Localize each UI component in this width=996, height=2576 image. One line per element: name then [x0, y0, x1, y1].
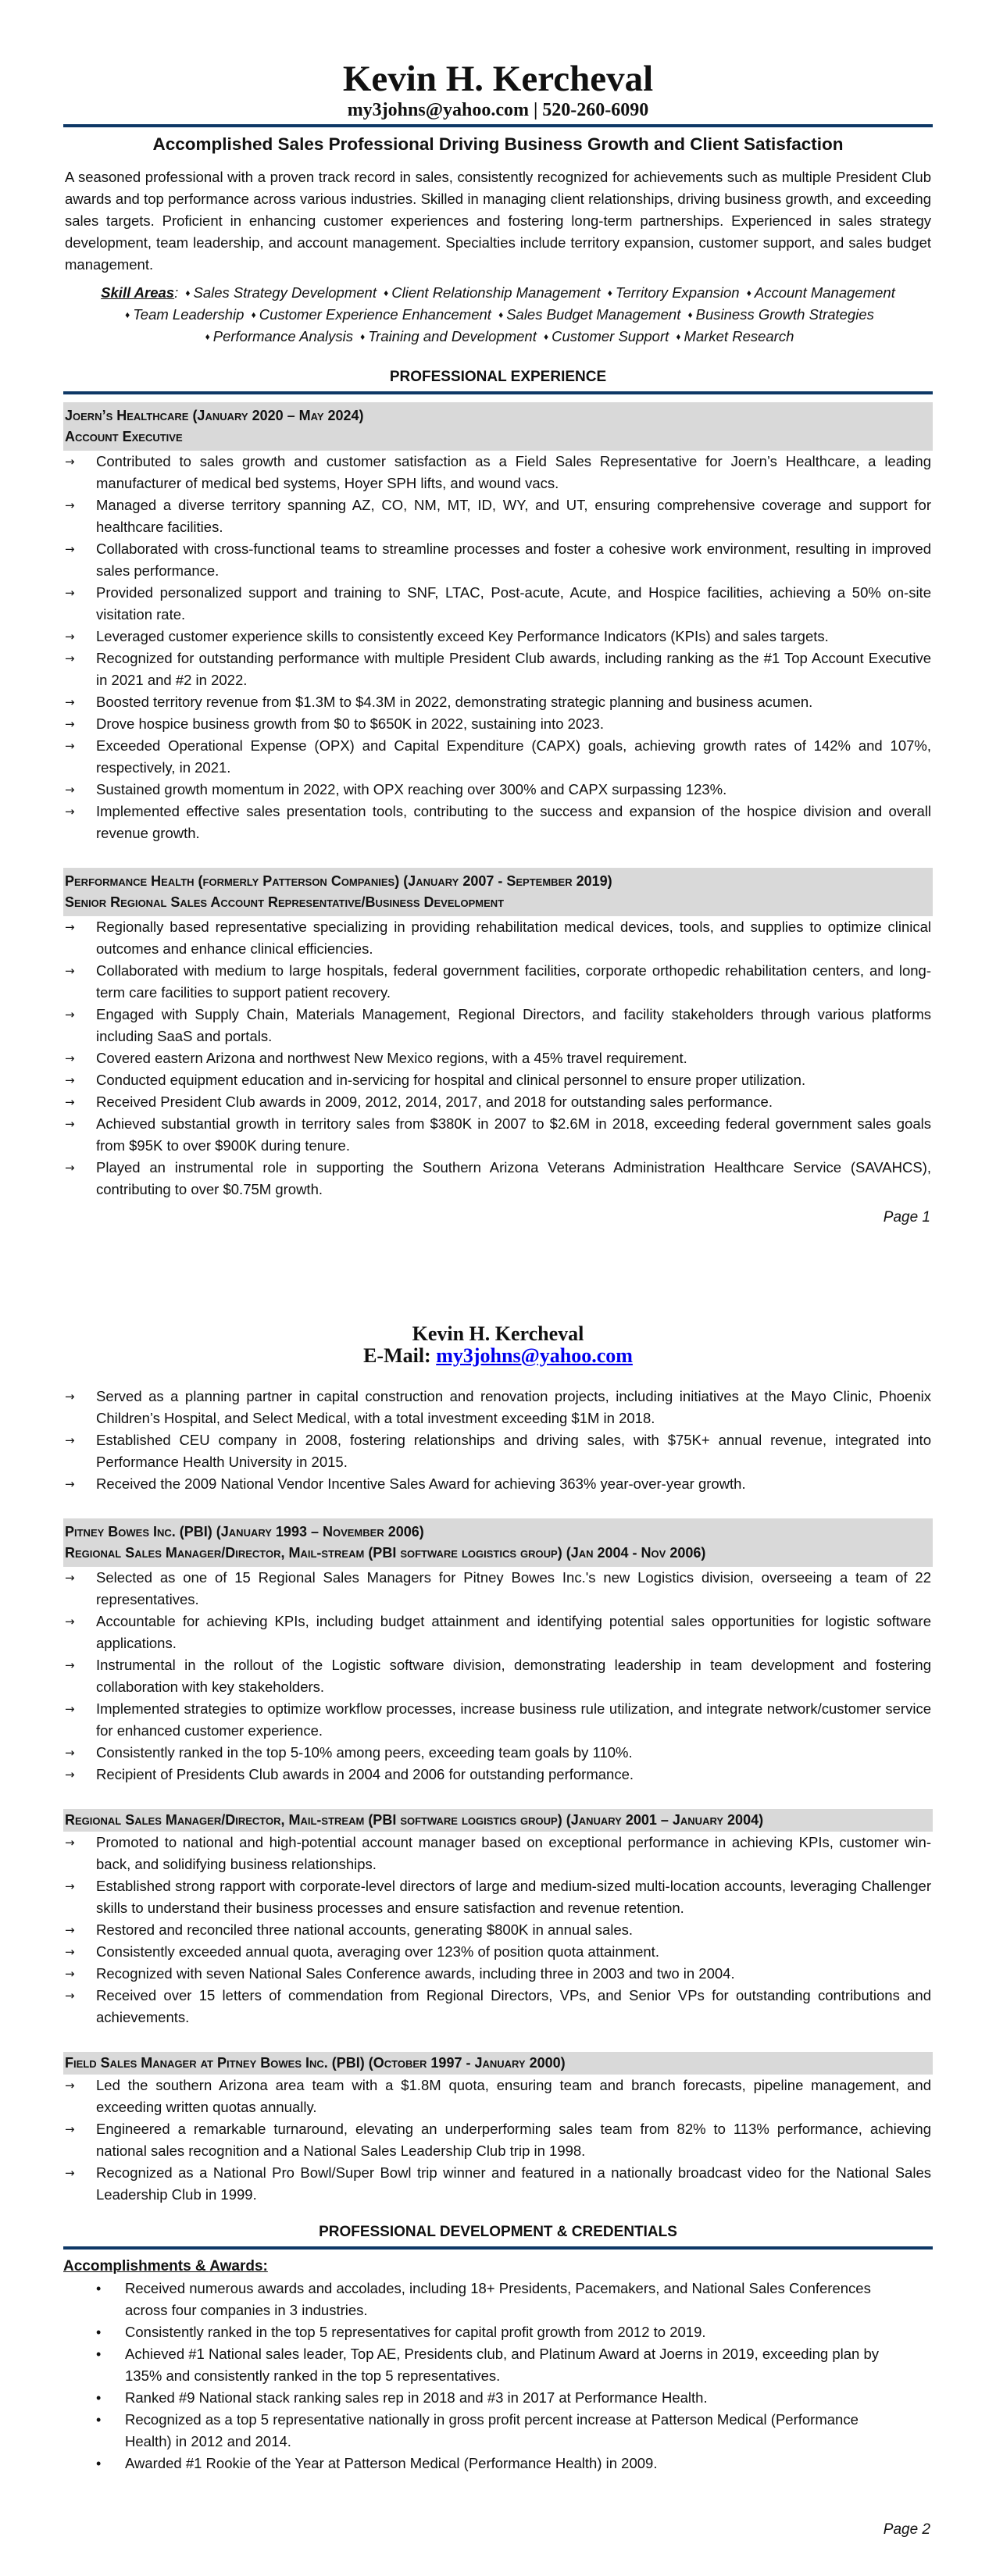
bullet-item	[63, 691, 933, 713]
bullet-item	[63, 1985, 933, 2028]
bullet-item	[63, 626, 933, 648]
diamond-separator-icon: ♦	[746, 287, 751, 298]
bullet-item	[63, 451, 933, 494]
diamond-separator-icon: ♦	[544, 331, 549, 342]
accomplishment-item	[63, 2343, 933, 2387]
candidate-name: Kevin H. Kercheval	[342, 59, 654, 99]
bullet-dot-icon: •	[96, 2456, 102, 2471]
bullet-dot-icon: •	[96, 2390, 102, 2406]
job-performance-health	[63, 868, 933, 1201]
bullet-item	[63, 1047, 933, 1069]
resume-page-1	[0, 0, 996, 1281]
job-bullets	[63, 451, 933, 844]
job-header	[63, 402, 933, 451]
arrow-bullet-icon: →	[65, 1746, 75, 1760]
bullet-item	[63, 713, 933, 735]
bullet-text: Consistently exceeded annual quota, averaging over 123% of position quota attainment.	[96, 1943, 659, 1960]
diamond-separator-icon: ♦	[676, 331, 681, 342]
page1-content	[63, 59, 933, 1201]
bullet-item	[63, 801, 933, 844]
bullet-text: Consistently ranked in the top 5-10% among peers, exceeding team goals by 110%.	[96, 1744, 633, 1761]
bullet-text: Drove hospice business growth from $0 to $650K in 2022, sustaining into 2023.	[96, 715, 604, 732]
bullet-text: Served as a planning partner in capital construction and renovation projects, including initiatives at the Mayo Clinic, Phoenix Children’s Hospital, and Select Medical, with a total investment exceeding $1M in 2018.	[96, 1388, 931, 1426]
bullet-text: Recognized for outstanding performance with multiple President Club awards, including ranking as the #1 Top Account Executive in 2021 and #2 in 2022.	[96, 650, 931, 688]
arrow-bullet-icon: →	[65, 1051, 75, 1065]
arrow-bullet-icon: →	[65, 1768, 75, 1782]
bullet-item	[63, 1832, 933, 1875]
skill-areas-label: Skill Areas	[101, 284, 175, 301]
arrow-bullet-icon: →	[65, 455, 75, 469]
bullet-item	[63, 2075, 933, 2118]
bullet-text: Provided personalized support and training to SNF, LTAC, Post-acute, Acute, and Hospice facilities, achieving a 50% on-site visitation rate.	[96, 584, 931, 623]
page-number: Page 2	[883, 2521, 930, 2538]
email-link[interactable]: my3johns@yahoo.com	[436, 1344, 633, 1367]
accomplishment-item	[63, 2409, 933, 2453]
skill-item: Customer Support	[552, 328, 669, 344]
diamond-separator-icon: ♦	[185, 287, 191, 298]
bullet-text: Selected as one of 15 Regional Sales Managers for Pitney Bowes Inc.'s new Logistics division, overseeing a team of 22 representatives.	[96, 1569, 931, 1607]
arrow-bullet-icon: →	[65, 920, 75, 934]
diamond-separator-icon: ♦	[384, 287, 389, 298]
credentials-rule	[63, 2246, 933, 2250]
accomplishment-text: Achieved #1 National sales leader, Top AE, Presidents club, and Platinum Award at Joerns in 2019, exceeding plan by 135% and consistently ranked in the top 5 representatives.	[125, 2346, 880, 2384]
job-title: Account Executive	[65, 429, 183, 444]
arrow-bullet-icon: →	[65, 1923, 75, 1937]
bullet-item	[63, 1473, 933, 1495]
arrow-bullet-icon: →	[65, 1477, 75, 1491]
bullet-item	[63, 1567, 933, 1611]
email-label: E-Mail:	[363, 1344, 431, 1367]
bullet-text: Established strong rapport with corporate-level directors of large and medium-sized multi-location accounts, leveraging Challenger skills to understand their business processes and ensure satisfaction and revenue retention.	[96, 1878, 931, 1916]
bullet-text: Led the southern Arizona area team with a $1.8M quota, ensuring team and branch forecasts, pipeline management, and exceeding written quotas annually.	[96, 2077, 931, 2115]
bullet-item	[63, 1698, 933, 1742]
bullet-text: Established CEU company in 2008, fostering relationships and driving sales, with $75K+ annual revenue, integrated into Performance Health University in 2015.	[96, 1432, 931, 1470]
skill-item: Business Growth Strategies	[695, 306, 874, 323]
diamond-separator-icon: ♦	[251, 309, 256, 320]
arrow-bullet-icon: →	[65, 1117, 75, 1131]
bullet-text: Received over 15 letters of commendation from Regional Directors, VPs, and Senior VPs for outstanding contributions and achievements.	[96, 1987, 931, 2025]
arrow-bullet-icon: →	[65, 2078, 75, 2093]
accomplishment-item	[63, 2387, 933, 2409]
bullet-item	[63, 1875, 933, 1919]
candidate-name-page2: Kevin H. Kercheval	[412, 1322, 584, 1345]
job-joerns	[63, 402, 933, 844]
job-header	[63, 868, 933, 916]
accomplishment-text: Consistently ranked in the top 5 representatives for capital profit growth from 2012 to 2019.	[125, 2324, 706, 2340]
bullet-item	[63, 1157, 933, 1201]
job-company: Joern’s Healthcare (January 2020 – May 2024)	[65, 408, 364, 423]
contact-line: my3johns@yahoo.com | 520-260-6090	[347, 100, 649, 120]
accomplishment-text: Received numerous awards and accolades, including 18+ Presidents, Pacemakers, and National Sales Conferences across four companies in 3 industries.	[125, 2280, 871, 2318]
bullet-item	[63, 494, 933, 538]
job-title: Field Sales Manager at Pitney Bowes Inc. (PBI) (October 1997 - January 2000)	[65, 2055, 566, 2071]
arrow-bullet-icon: →	[65, 1161, 75, 1175]
bullet-text: Restored and reconciled three national accounts, generating $800K in annual sales.	[96, 1921, 634, 1938]
bullet-item	[63, 960, 933, 1004]
header-rule	[63, 124, 933, 127]
job-title: Senior Regional Sales Account Representative/Business Development	[65, 894, 505, 910]
arrow-bullet-icon: →	[65, 717, 75, 731]
arrow-bullet-icon: →	[65, 695, 75, 709]
arrow-bullet-icon: →	[65, 1658, 75, 1672]
job-bullets	[63, 2075, 933, 2206]
bullet-item	[63, 1386, 933, 1429]
bullet-item	[63, 1429, 933, 1473]
skill-item: Performance Analysis	[212, 328, 353, 344]
arrow-bullet-icon: →	[65, 805, 75, 819]
bullet-text: Achieved substantial growth in territory sales from $380K in 2007 to $2.6M in 2018, exceeding federal government sales goals from $95K to over $900K during tenure.	[96, 1115, 931, 1154]
page2-content	[63, 1323, 933, 2474]
job-bullets	[63, 1832, 933, 2028]
arrow-bullet-icon: →	[65, 1390, 75, 1404]
bullet-text: Sustained growth momentum in 2022, with OPX reaching over 300% and CAPX surpassing 123%.	[96, 781, 727, 797]
arrow-bullet-icon: →	[65, 783, 75, 797]
job-pitney-bowes	[63, 1518, 933, 1786]
skill-item: Training and Development	[368, 328, 537, 344]
skill-item: Customer Experience Enhancement	[259, 306, 491, 323]
job-pitney-bowes-1997	[63, 2052, 933, 2206]
arrow-bullet-icon: →	[65, 630, 75, 644]
bullet-text: Contributed to sales growth and customer satisfaction as a Field Sales Representative for Joern’s Healthcare, a leading manufacturer of medical bed systems, Hoyer SPH lifts, and wound vacs.	[96, 453, 931, 491]
arrow-bullet-icon: →	[65, 1073, 75, 1087]
bullet-item	[63, 1091, 933, 1113]
accomplishment-text: Recognized as a top 5 representative nationally in gross profit percent increase at Patterson Medical (Performance Health) in 2012 and 2014.	[125, 2411, 859, 2449]
bullet-item	[63, 1611, 933, 1654]
bullet-item	[63, 1941, 933, 1963]
bullet-text: Recognized with seven National Sales Conference awards, including three in 2003 and two in 2004.	[96, 1965, 735, 1982]
skill-item: Territory Expansion	[615, 284, 740, 301]
bullet-text: Received President Club awards in 2009, 2012, 2014, 2017, and 2018 for outstanding sales performance.	[96, 1094, 773, 1110]
bullet-item	[63, 916, 933, 960]
arrow-bullet-icon: →	[65, 964, 75, 978]
bullet-text: Received the 2009 National Vendor Incentive Sales Award for achieving 363% year-over-year growth.	[96, 1475, 746, 1492]
bullet-text: Collaborated with cross-functional teams to streamline processes and foster a cohesive work environment, resulting in improved sales performance.	[96, 541, 931, 579]
bullet-text: Instrumental in the rollout of the Logistic software division, demonstrating leadership in team development and fostering collaboration with key stakeholders.	[96, 1657, 931, 1695]
bullet-item	[63, 1764, 933, 1786]
arrow-bullet-icon: →	[65, 586, 75, 600]
bullet-dot-icon: •	[96, 2281, 102, 2296]
experience-heading: PROFESSIONAL EXPERIENCE	[389, 369, 607, 385]
bullet-text: Boosted territory revenue from $1.3M to $4.3M in 2022, demonstrating strategic planning and business acumen.	[96, 694, 813, 710]
job-header	[63, 2052, 933, 2075]
page-number: Page 1	[883, 1209, 930, 1226]
bullet-item	[63, 1742, 933, 1764]
skill-item: Client Relationship Management	[391, 284, 601, 301]
bullet-item	[63, 648, 933, 691]
bullet-item	[63, 2162, 933, 2206]
credentials-heading: PROFESSIONAL DEVELOPMENT & CREDENTIALS	[319, 2224, 677, 2240]
bullet-item	[63, 735, 933, 779]
job-company: Performance Health (formerly Patterson Companies) (January 2007 - September 2019)	[65, 873, 612, 889]
bullet-text: Implemented strategies to optimize workflow processes, increase business rule utilization, and integrate network/customer service for enhanced customer experience.	[96, 1700, 931, 1739]
bullet-text: Managed a diverse territory spanning AZ, CO, NM, MT, ID, WY, and UT, ensuring comprehensive coverage and support for healthcare facilities.	[96, 497, 931, 535]
job-bullets	[63, 916, 933, 1201]
arrow-bullet-icon: →	[65, 1989, 75, 2003]
bullet-item	[63, 582, 933, 626]
bullet-dot-icon: •	[96, 2346, 102, 2362]
arrow-bullet-icon: →	[65, 1433, 75, 1447]
bullet-text: Regionally based representative specializing in providing rehabilitation medical devices, tools, and supplies to optimize clinical outcomes and enhance clinical efficiencies.	[96, 919, 931, 957]
bullet-item	[63, 1069, 933, 1091]
bullet-dot-icon: •	[96, 2412, 102, 2428]
skill-item: Market Research	[684, 328, 794, 344]
bullet-text: Collaborated with medium to large hospitals, federal government facilities, corporate orthopedic rehabilitation centers, and long-term care facilities to support patient recovery.	[96, 962, 931, 1001]
arrow-bullet-icon: →	[65, 1095, 75, 1109]
arrow-bullet-icon: →	[65, 1945, 75, 1959]
job-bullets	[63, 1567, 933, 1786]
job-company: Pitney Bowes Inc. (PBI) (January 1993 – November 2006)	[65, 1524, 424, 1540]
bullet-text: Engineered a remarkable turnaround, elevating an underperforming sales team from 82% to 113% performance, achieving national sales recognition and a National Sales Leadership Club trip in 1998.	[96, 2121, 931, 2159]
diamond-separator-icon: ♦	[498, 309, 504, 320]
arrow-bullet-icon: →	[65, 739, 75, 753]
bullet-text: Engaged with Supply Chain, Materials Management, Regional Directors, and facility stakeholders through various platforms including SaaS and portals.	[96, 1006, 931, 1044]
bullet-text: Conducted equipment education and in-servicing for hospital and clinical personnel to ensure proper utilization.	[96, 1072, 806, 1088]
summary-paragraph: A seasoned professional with a proven track record in sales, consistently recognized for achievements such as multiple President Club awards and top performance across various industries. Skilled in managing client relationships, driving business growth, and exceeding sales targets. Proficient in enhancing customer experiences and fostering long-term partnerships. Experienced in sales strategy development, team leadership, and account management. Specialties include territory expansion, customer support, and sales budget management.	[65, 169, 931, 273]
diamond-separator-icon: ♦	[360, 331, 366, 342]
bullet-item	[63, 1963, 933, 1985]
bullet-text: Recipient of Presidents Club awards in 2004 and 2006 for outstanding performance.	[96, 1766, 634, 1782]
resume-page-2	[0, 1281, 996, 2576]
diamond-separator-icon: ♦	[205, 331, 210, 342]
email-line	[63, 1345, 933, 1367]
bullet-text: Played an instrumental role in supporting the Southern Arizona Veterans Administration Healthcare Service (SAVAHCS), contributing to over $0.75M growth.	[96, 1159, 931, 1197]
arrow-bullet-icon: →	[65, 1614, 75, 1629]
skill-item: Account Management	[754, 284, 895, 301]
diamond-separator-icon: ♦	[125, 309, 130, 320]
bullet-text: Exceeded Operational Expense (OPX) and Capital Expenditure (CAPX) goals, achieving growth rates of 142% and 107%, respectively, in 2021.	[96, 737, 931, 776]
bullet-text: Accountable for achieving KPIs, including budget attainment and identifying potential sales opportunities for logistic software applications.	[96, 1613, 931, 1651]
arrow-bullet-icon: →	[65, 651, 75, 665]
experience-rule	[63, 391, 933, 394]
bullet-text: Recognized as a National Pro Bowl/Super Bowl trip winner and featured in a nationally broadcast video for the National Sales Leadership Club in 1999.	[96, 2164, 931, 2203]
arrow-bullet-icon: →	[65, 1836, 75, 1850]
accomplishment-text: Awarded #1 Rookie of the Year at Patterson Medical (Performance Health) in 2009.	[125, 2455, 658, 2471]
arrow-bullet-icon: →	[65, 1571, 75, 1585]
arrow-bullet-icon: →	[65, 1702, 75, 1716]
accomplishment-text: Ranked #9 National stack ranking sales rep in 2018 and #3 in 2017 at Performance Health.	[125, 2389, 708, 2406]
bullet-text: Implemented effective sales presentation tools, contributing to the success and expansion of the hospice division and overall revenue growth.	[96, 803, 931, 841]
arrow-bullet-icon: →	[65, 2166, 75, 2180]
arrow-bullet-icon: →	[65, 2122, 75, 2136]
accomplishment-item	[63, 2453, 933, 2474]
skill-item: Team Leadership	[133, 306, 245, 323]
accomplishment-item	[63, 2321, 933, 2343]
continued-bullets	[63, 1386, 933, 1495]
arrow-bullet-icon: →	[65, 542, 75, 556]
bullet-dot-icon: •	[96, 2324, 102, 2340]
arrow-bullet-icon: →	[65, 498, 75, 512]
arrow-bullet-icon: →	[65, 1879, 75, 1893]
arrow-bullet-icon: →	[65, 1967, 75, 1981]
skill-item: Sales Strategy Development	[193, 284, 377, 301]
arrow-bullet-icon: →	[65, 1008, 75, 1022]
professional-headline: Accomplished Sales Professional Driving Business Growth and Client Satisfaction	[152, 134, 844, 154]
accomplishments-heading: Accomplishments & Awards:	[63, 2258, 268, 2275]
bullet-item	[63, 1919, 933, 1941]
job-title: Regional Sales Manager/Director, Mail-stream (PBI software logistics group) (Jan 2004 - Nov 2006)	[65, 1545, 706, 1561]
bullet-text: Covered eastern Arizona and northwest New Mexico regions, with a 45% travel requirement.	[96, 1050, 687, 1066]
bullet-item	[63, 1113, 933, 1157]
bullet-text: Leveraged customer experience skills to consistently exceed Key Performance Indicators (KPIs) and sales targets.	[96, 628, 829, 644]
accomplishment-item	[63, 2278, 933, 2321]
bullet-item	[63, 2118, 933, 2162]
diamond-separator-icon: ♦	[607, 287, 612, 298]
diamond-separator-icon: ♦	[687, 309, 693, 320]
skill-areas: Skill Areas: ♦ Sales Strategy Development ♦ Client Relationship Management ♦ Territory Expansion ♦ Account Management ♦ Team Leadership ♦ Customer Experience Enhancement ♦ Sales Budget Management ♦ Business Growth Strategies ♦ Performance Analysis ♦ Training and Development ♦ Customer Support ♦ Market Research	[101, 284, 895, 344]
job-header	[63, 1518, 933, 1567]
accomplishments-list	[63, 2278, 933, 2474]
skill-item: Sales Budget Management	[506, 306, 681, 323]
job-header	[63, 1809, 933, 1832]
bullet-item	[63, 779, 933, 801]
job-title: Regional Sales Manager/Director, Mail-stream (PBI software logistics group) (January 2001 – January 2004)	[65, 1812, 764, 1828]
bullet-item	[63, 1654, 933, 1698]
job-pitney-bowes-2001	[63, 1809, 933, 2028]
bullet-item	[63, 1004, 933, 1047]
bullet-text: Promoted to national and high-potential account manager based on exceptional performance in achieving KPIs, customer win-back, and solidifying business relationships.	[96, 1834, 931, 1872]
bullet-item	[63, 538, 933, 582]
